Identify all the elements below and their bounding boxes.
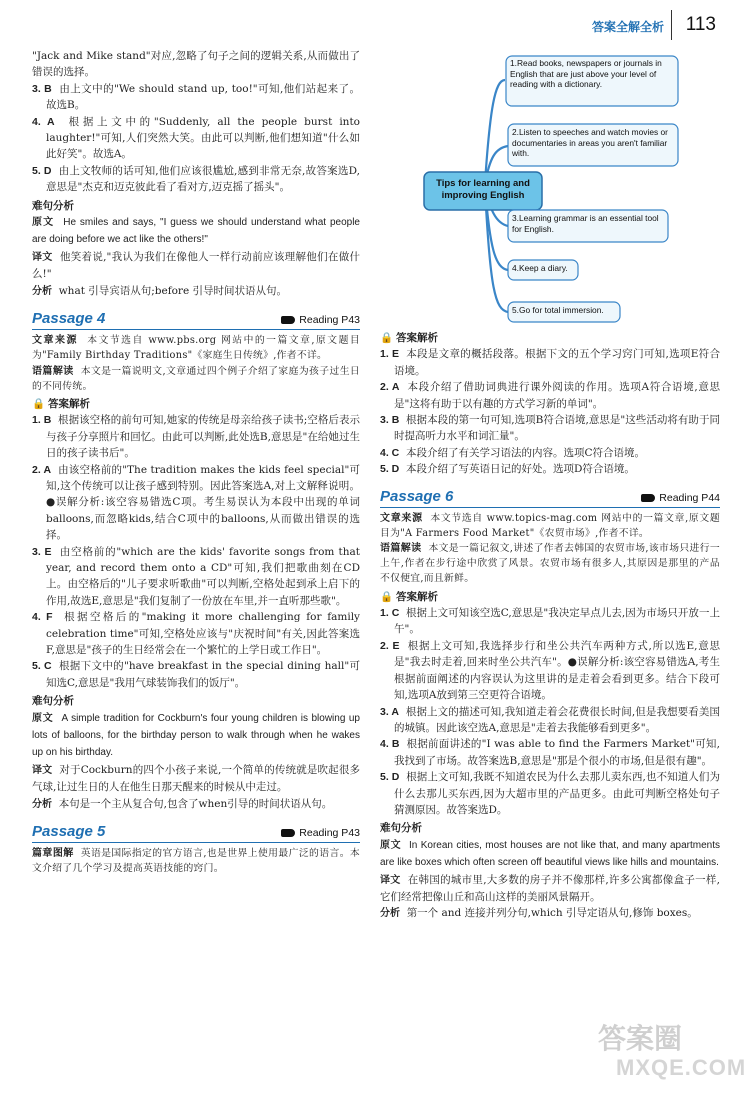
branch-label: 5.Go for total immersion. (512, 305, 604, 315)
branch-label: 3.Learning grammar is an essential tool for English. (512, 213, 659, 234)
right-column (380, 48, 720, 923)
answer-item: 4. F 根据空格后的"making it more challenging for family celebration time"可知,空格处应该与"庆祝时间"有关,因此答案选F,意思是"孩子的生日经常会在一个繁忙的上学日或工作日"。 (32, 611, 360, 656)
page-header (0, 0, 750, 44)
answer-item: 3. B 由上文中的"We should stand up, too!"可知,他们站起来了。故选B。 (32, 82, 360, 112)
answer-item: 3. B 根据本段的第一句可知,选项B符合语境,意思是"这些活动将有助于同时提高听力水平和词汇量"。 (380, 414, 720, 443)
passage-title: Passage 6 (380, 487, 454, 505)
passage-6-heading (380, 487, 720, 508)
answer-item: "Jack and Mike stand"对应,忽略了句子之间的逻辑关系,从而做出了错误的选择。 (32, 50, 360, 79)
passage-title: Passage 5 (32, 823, 106, 841)
left-column (32, 48, 360, 876)
pointing-hand-icon (641, 494, 655, 502)
difficult-sentence-heading: 难句分析 (32, 695, 74, 708)
passage-title: Passage 4 (32, 310, 106, 328)
answer-item: 1. C 根据上文可知该空选C,意思是"我决定早点儿去,因为市场只开放一上午"。 (380, 607, 720, 636)
answer-analysis-heading: 🔒 答案解析 (380, 332, 438, 344)
page-number: 113 (685, 14, 716, 35)
pointing-hand-icon (281, 829, 295, 837)
watermark-logo: 答案圈 MXQE.COM (598, 1023, 747, 1080)
answer-item: 4. C 本段介绍了有关学习语法的内容。选项C符合语境。 (380, 446, 645, 459)
answer-item: 5. D 本段介绍了写英语日记的好处。选项D符合语境。 (380, 463, 635, 476)
answer-analysis-heading: 🔒 答案解析 (380, 590, 438, 603)
answer-analysis-heading: 🔒 答案解析 (32, 397, 90, 410)
answer-item: 5. C 根据下文中的"have breakfast in the special dining hall"可知选C,意思是"我用气球装饰我们的饭厅"。 (32, 660, 360, 689)
text-overview: 语篇解读 本文是一篇记叙文,讲述了作者去韩国的农贸市场,该市场只进行一上午,作者在步行途中欣赏了风景。农贸市场有很多人,其原因是那里的产品不仅便宜,而且新鲜。 (380, 543, 720, 585)
mind-map-diagram (380, 48, 720, 328)
pointing-hand-icon (281, 316, 295, 324)
branch-label: 2.Listen to speeches and watch movies or documentaries in areas you aren't familiar with. (512, 127, 668, 159)
answer-item: 4. A 根据上文中的"Suddenly, all the people burst into laughter!"可知,人们突然大笑。由此可以判断,他们想知道"什么如此好笑"。故选A。 (32, 115, 360, 161)
original-text: 原文 In Korean cities, most houses are not like that, and many apartments are like boxes which often screen off beautiful views like hills and mountains. (380, 839, 721, 869)
answer-item: 2. E 根据上文可知,我选择步行和坐公共汽车两种方式,所以选E,意思是"我去时走着,回来时坐公共汽车"。●误解分析:该空容易错选A,考生根据前面阐述的内容误认为这里讲的是走着会看到更多。结合下段可知,选项A放到第三空更符合语境。 (380, 639, 720, 702)
mind-map (380, 48, 720, 328)
header-title: 答案全解全析 (591, 20, 664, 34)
center-label: Tips for learning and improving English (436, 178, 530, 201)
answer-item: 2. A 本段介绍了借助词典进行课外阅读的作用。选项A符合语境,意思是"这将有助于以有趣的方式学习新的单词"。 (380, 381, 720, 410)
translation-text: 译文 在韩国的城市里,大多数的房子并不像那样,许多公寓都像盒子一样,它们经常把像山丘和高山这样的美丽风景隔开。 (380, 873, 720, 903)
passage-5-heading (32, 822, 360, 843)
translation-text: 译文 他笑着说,"我认为我们在像他人一样行动前应该理解他们在做什么!" (32, 250, 361, 281)
header-divider (671, 10, 672, 40)
answer-item: 5. D 根据上文可知,我既不知道农民为什么去那儿卖东西,也不知道人们为什么去那儿买东西,因为大超市里的产品更多。由此可判断空格处句子猜测原因。故答案选D。 (380, 771, 720, 816)
answer-item: 3. A 根据上文的描述可知,我知道走着会花费很长时间,但是我想要看美国的城镇。因此该空选A,意思是"走着去我能够看到更多"。 (380, 705, 720, 734)
article-source: 文章来源 本文节选自 www.pbs.org 网站中的一篇文章,原文题目为"Family Birthday Traditions"《家庭生日传统》,作者不详。 (32, 335, 360, 362)
original-text: 原文 A simple tradition for Cockburn's four young children is blowing up lots of balloons, for the birthday person to walk through when he wakes up on his birthday. (32, 712, 360, 759)
branch-label: 1.Read books, newspapers or journals in English that are just above your level of reading with a dictionary. (510, 58, 662, 90)
translation-text: 译文 对于Cockburn的四个小孩子来说,一个简单的传统就是吹起很多气球,让过生日的人在他生日那天醒来的时候从中走过。 (32, 763, 361, 794)
answer-item: 1. E 本段是文章的概括段落。根据下文的五个学习窍门可知,选项E符合语境。 (380, 348, 720, 377)
analysis-text: 分析 第一个 and 连接并列分句,which 引导定语从句,修饰 boxes。 (380, 907, 698, 920)
analysis-text: 分析 本句是一个主从复合句,包含了when引导的时间状语从句。 (32, 797, 333, 810)
passage-4-heading (32, 309, 360, 330)
answer-item: 5. D 由上文牧师的话可知,他们应该很尴尬,感到非常无奈,故答案选D,意思是"杰克和迈克彼此看了看对方,迈克摇了摇头"。 (32, 164, 360, 194)
original-text: 原文 He smiles and says, "I guess we should understand what people are doing before we act like the others!" (32, 217, 360, 246)
branch-label: 4.Keep a diary. (512, 263, 568, 273)
answer-item: 2. A 由该空格前的"The tradition makes the kids feel special"可知,这个传统可以让孩子感到特别。因此答案选A,对上文解释说明。●误解分析:该空容易错选C项。考生易误认为本段中出现的单词balloons,而忽略kids,结合C项中的balloons,从而做出错误的选择。 (32, 463, 360, 542)
answer-item: 3. E 由空格前的"which are the kids' favorite songs from that year, and record them onto a CD"可知,我们把歌曲刻在CD上。由空格后的"儿子要求听歌曲"可以判断,空格处起到承上启下的作用,故选E,意思是"我们复制了一份放在车里,并一直听那些歌"。 (32, 545, 360, 607)
article-source: 文章来源 本文节选自 www.topics-mag.com 网站中的一篇文章,原文题目为"A Farmers Food Market"《农贸市场》,作者不详。 (380, 512, 720, 539)
analysis-text: 分析 what 引导宾语从句;before 引导时间状语从句。 (32, 284, 288, 297)
reading-reference: Reading P43 (281, 314, 360, 326)
difficult-sentence-heading: 难句分析 (32, 199, 74, 212)
text-overview: 篇章图解 英语是国际指定的官方语言,也是世界上使用最广泛的语言。本文介绍了几个学习及提高英语技能的窍门。 (32, 848, 361, 875)
answer-item: 1. B 根据该空格的前句可知,她家的传统是母亲给孩子读书;空格后表示与孩子分享照片和回忆。由此可以判断,此处选B,意思是"在给她过生日的孩子读书后"。 (32, 414, 360, 460)
reading-reference: Reading P44 (641, 492, 720, 504)
answer-item: 4. B 根据前面讲述的"I was able to find the Farmers Market"可知,我找到了市场。故答案选B,意思是"那是个很小的市场,但是很有趣"。 (380, 738, 720, 767)
reading-reference: Reading P43 (281, 827, 360, 839)
difficult-sentence-heading: 难句分析 (380, 822, 422, 835)
text-overview: 语篇解读 本文是一篇说明文,文章通过四个例子介绍了家庭为孩子过生日的不同传统。 (32, 365, 361, 392)
